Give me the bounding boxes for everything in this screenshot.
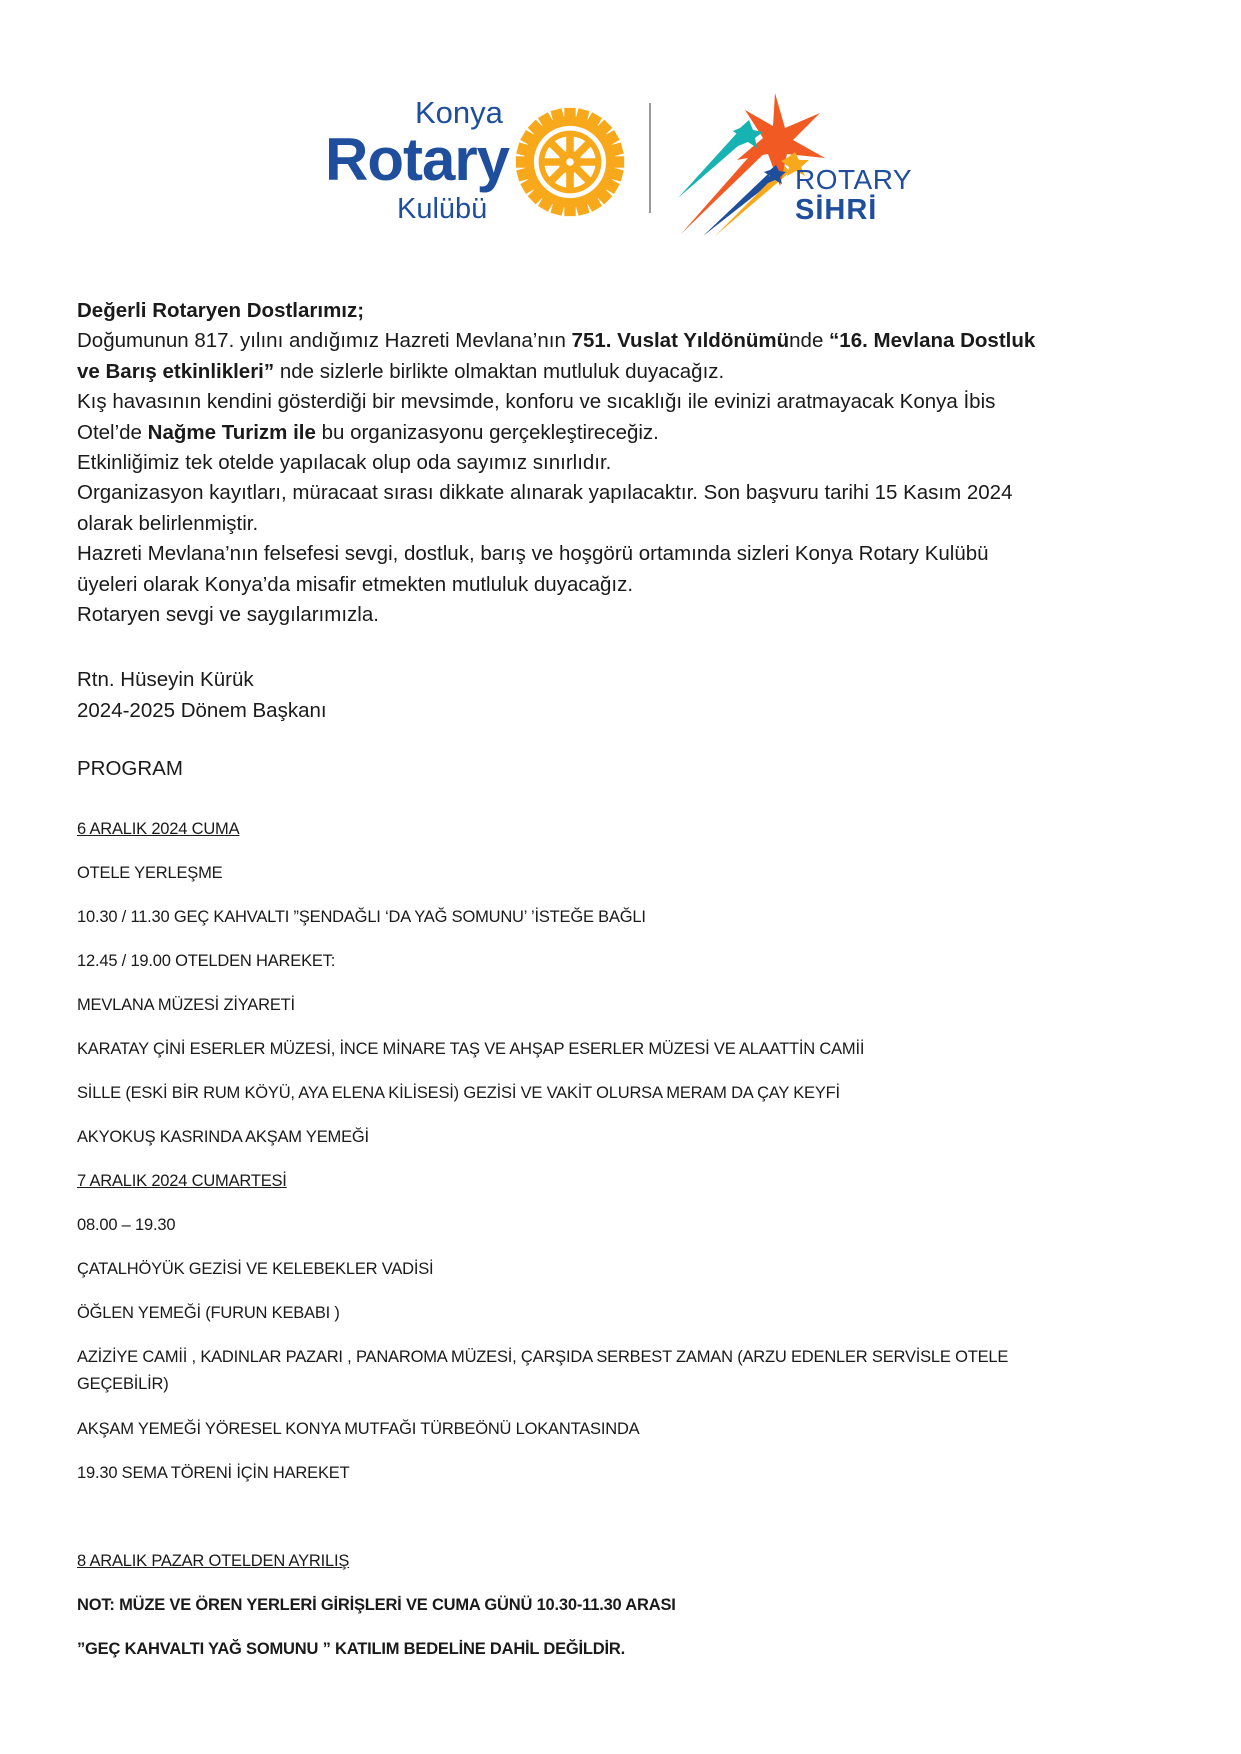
p1-part-e: nde sizlerle birlikte olmaktan mutluluk duyacağız. xyxy=(274,359,725,383)
konya-rotary-logo xyxy=(325,95,625,225)
day1-heading: 6 ARALIK 2024 CUMA xyxy=(77,820,240,838)
program-item: ÖĞLEN YEMEĞİ (FURUN KEBABI ) xyxy=(77,1304,340,1322)
program-item: AKYOKUŞ KASRINDA AKŞAM YEMEĞİ xyxy=(77,1128,369,1146)
program-item: 10.30 / 11.30 GEÇ KAHVALTI ”ŞENDAĞLI ‘DA YAĞ SOMUNU’ ’İSTEĞE BAĞLI xyxy=(77,908,646,926)
letter-paragraph-3: Etkinliğimiz tek otelde yapılacak olup oda sayımız sınırlıdır. xyxy=(77,451,612,475)
program-title: PROGRAM xyxy=(77,757,183,780)
letter-paragraph-4: Organizasyon kayıtları, müracaat sırası dikkate alınarak yapılacaktır. Son başvuru tarihi 15 Kasım 2024 olarak belirlenmiştir. xyxy=(77,481,1013,535)
program-item: 12.45 / 19.00 OTELDEN HAREKET: xyxy=(77,952,336,970)
letter-body xyxy=(77,296,1037,630)
day3-heading: 8 ARALIK PAZAR OTELDEN AYRILIŞ xyxy=(77,1552,350,1570)
logo-kulubu-text: Kulübü xyxy=(397,193,488,225)
signature-name: Rtn. Hüseyin Kürük xyxy=(77,668,254,691)
signature-title: 2024-2025 Dönem Başkanı xyxy=(77,699,327,722)
program-item: ÇATALHÖYÜK GEZİSİ VE KELEBEKLER VADİSİ xyxy=(77,1260,434,1278)
letter-paragraph-5: Hazreti Mevlana’nın felsefesi sevgi, dostluk, barış ve hoşgörü ortamında sizleri Konya Rotary Kulübü üyeleri olarak Konya’da misafir etmekten mutluluk duyacağız. xyxy=(77,542,989,596)
logo-konya-text: Konya xyxy=(415,95,503,130)
program-item: OTELE YERLEŞME xyxy=(77,864,223,882)
program-item: SİLLE (ESKİ BİR RUM KÖYÜ, AYA ELENA KİLİSESİ) GEZİSİ VE VAKİT OLURSA MERAM DA ÇAY KEYFİ xyxy=(77,1084,840,1102)
letter-paragraph-1 xyxy=(77,326,1037,387)
rotary-sihri-logo xyxy=(675,88,925,238)
letter-greeting xyxy=(77,296,1037,326)
greeting-text: Değerli Rotaryen Dostlarımız; xyxy=(77,299,365,322)
letter-paragraph-2 xyxy=(77,387,1037,448)
note-line-1: NOT: MÜZE VE ÖREN YERLERİ GİRİŞLERİ VE CUMA GÜNÜ 10.30-11.30 ARASI xyxy=(77,1596,676,1614)
p1-part-b: 751. Vuslat Yıldönümü xyxy=(571,329,790,353)
program-item: 19.30 SEMA TÖRENİ İÇİN HAREKET xyxy=(77,1464,350,1482)
p2-part-b: Nağme Turizm ile xyxy=(147,420,316,444)
letter-paragraph-6: Rotaryen sevgi ve saygılarımızla. xyxy=(77,603,379,627)
program-item: MEVLANA MÜZESİ ZİYARETİ xyxy=(77,996,295,1014)
note-line-2: ”GEÇ KAHVALTI YAĞ SOMUNU ” KATILIM BEDELİNE DAHİL DEĞİLDİR. xyxy=(77,1640,625,1658)
p2-part-a: Kış havasının kendini gösterdiği bir mevsimde, konforu ve sıcaklığı ile evinizi aratmayacak Konya İbis Otel’de xyxy=(77,390,996,444)
p1-part-a: Doğumunun 817. yılını andığımız Hazreti Mevlana’nın xyxy=(77,329,572,353)
program-item: AKŞAM YEMEĞİ YÖRESEL KONYA MUTFAĞI TÜRBEÖNÜ LOKANTASINDA xyxy=(77,1420,640,1438)
program-item: 08.00 – 19.30 xyxy=(77,1216,176,1234)
logo-divider xyxy=(649,103,651,213)
p1-part-c: nde xyxy=(789,329,830,353)
p1-part-d: “16. Mevlana Dostluk ve Barış etkinlikleri” xyxy=(77,329,1036,383)
logo-rotary-sihri-line1: ROTARY xyxy=(795,164,913,195)
p2-part-c: bu organizasyonu gerçekleştireceğiz. xyxy=(315,420,659,444)
logo-rotary-text: Rotary xyxy=(325,126,510,193)
rotary-wheel-icon xyxy=(513,105,627,219)
signature-block xyxy=(77,664,327,726)
logo-rotary-sihri-line2: SİHRİ xyxy=(795,194,878,226)
day2-heading: 7 ARALIK 2024 CUMARTESİ xyxy=(77,1172,287,1190)
program-item: KARATAY ÇİNİ ESERLER MÜZESİ, İNCE MİNARE TAŞ VE AHŞAP ESERLER MÜZESİ VE ALAATTİN CAMİİ xyxy=(77,1040,865,1058)
program-item: AZİZİYE CAMİİ , KADINLAR PAZARI , PANAROMA MÜZESİ, ÇARŞIDA SERBEST ZAMAN (ARZU EDENLER SERVİSLE OTELE GEÇEBİLİR) xyxy=(77,1348,1009,1393)
